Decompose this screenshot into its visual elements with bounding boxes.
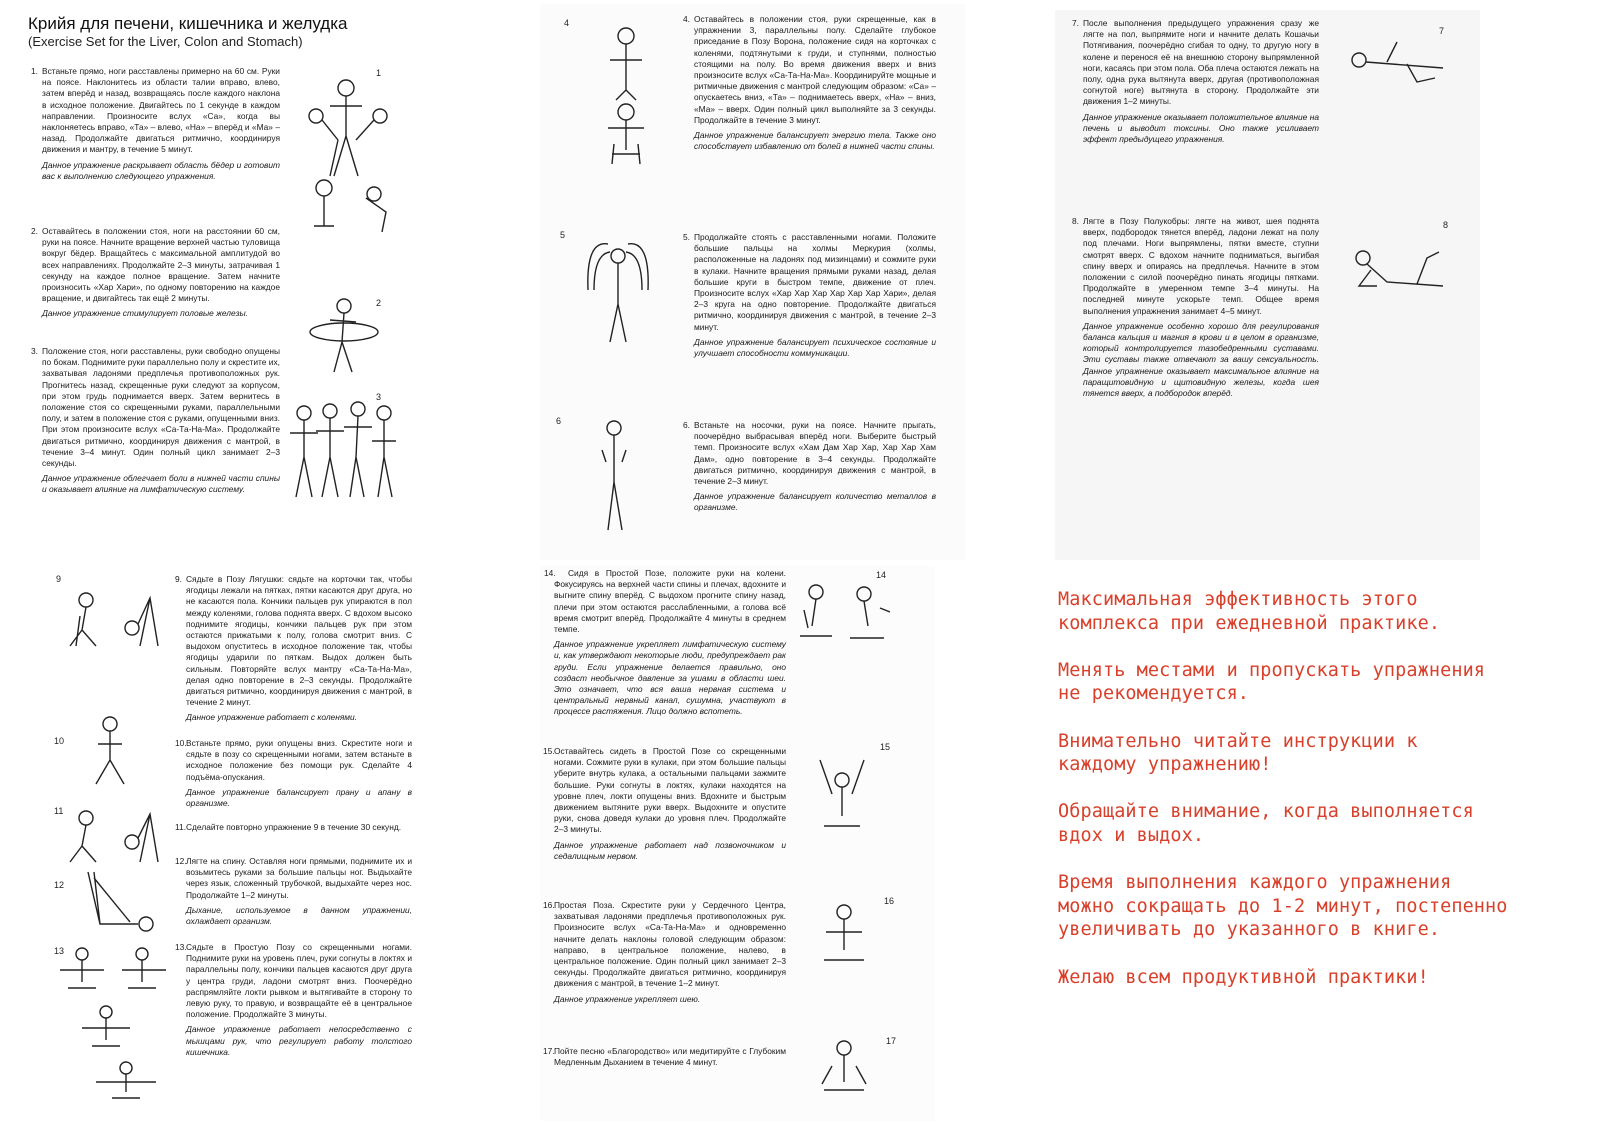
note-5: Время выполнения каждого упражнения можно сокращать до 1-2 минут, постепенно увеличивать до указанного в книге. <box>1058 872 1508 941</box>
exercise-text: Продолжайте стоять с расставленными ногами. Положите большие пальцы на холмы Меркурия (холмы, расположенные на ладонях под мизинцами) и сожмите руки в кулаки. Начните вращения прямыми руками назад, делая большие круги в быстром темпе, движение от плеч. Произносите вслух «Хар Хар Хар Хар Хар Хар Хари», делая 2–3 круга на одно повторение. Продолжайте двигаться ритмично, координируя движения с мантрой, в течение 2–3 минут. <box>694 232 936 332</box>
exercise-effect: Данное упражнение работает непосредственно с мышцами рук, что регулирует работу толстого кишечника. <box>186 1024 412 1057</box>
exercise-text: Встаньте прямо, ноги расставлены примерно на 60 см. Руки на поясе. Наклонитесь из области талии вправо, влево, затем вперёд и назад, возвращаясь после каждого наклона в исходное положение. Двигайтесь по 1 секунде в каждом направлении. Произносите вслух «Са», когда вы наклоняетесь вправо, «Та» – влево, «На» – вперёд и «Ма» – назад. Продолжайте двигаться ритмично, координируя движения и мантру, в течение 5 минут. <box>42 66 280 155</box>
exercise-effect: Данное упражнение укрепляет шею. <box>554 993 701 1004</box>
exercise-effect: Данное упражнение балансирует количество металлов в организме. <box>694 491 936 513</box>
figure-1-illustration <box>294 76 404 236</box>
page-title: Крийя для печени, кишечника и желудка <box>28 14 348 33</box>
figure-number: 16 <box>884 896 895 906</box>
exercise-12: 12. Лягте на спину. Оставляя ноги прямыми, поднимите их и возьмитесь руками за большие пальцы ног. Выдыхайте через язык, сложенный трубочкой, выдыхайте через нос. Продолжайте 1–2 минуты. Дыхание, используемое в данном упражнении, охлаждает организм. <box>175 856 412 927</box>
figure-number: 6 <box>556 416 562 426</box>
exercise-text: Простая Поза. Скрестите руки у Сердечного Центра, захватывая ладонями предплечья противоположных рук. Произносите вслух «Са-Та-На-Ма» и одновременно начните делать наклоны головой следующим образом: направо, в центральное положение, налево, в центральное положение. Один полный цикл занимает 2–3 секунды. Продолжайте двигаться ритмично, координируя движения с мантрой, в течение 1–2 минут. <box>554 900 786 989</box>
figure-9-illustration <box>62 586 162 656</box>
note-3: Внимательно читайте инструкции к каждому упражнению! <box>1058 730 1418 776</box>
exercise-8: 8. Лягте в Позу Полукобры: лягте на живот, шея поднята вверх, подбородок тянется вперёд, ладони лежат на полу под плечами. Ноги выпрямлены, пятки вместе, ступни смотрят вверх. С вдохом начните подниматься, выгибая спину вверх и опираясь на предплечья. Начните в этом положении с силой поочерёдно пинать ягодицы пятками. Продолжайте в умеренном темпе 3–4 минуты. На последней минуте ускорьте темп. Общее время выполнения упражнения занимает 4–5 минут. Данное упражнение особенно хорошо для регулирования баланса кальция и магния в крови и в целом в организме, который контролируется тазобедренными суставами. Эти суставы также отвечают за вашу сексуальность. Данное упражнение оказывает максимальное влияние на паращитовидную и щитовидную железы, когда шея тянется вверх, а подбородок вперёд. <box>1072 216 1319 399</box>
note-2: Менять местами и пропускать упражнения не рекомендуется. <box>1058 659 1486 705</box>
exercise-text: Оставайтесь в положении стоя, ноги на расстоянии 60 см, руки на поясе. Начните вращение верхней частью туловища вокруг бёдер. Вращайтесь с максимальной амплитудой во всех направлениях. Продолжайте 2–3 минуты, затрачивая 1 секунду на каждое полное вращение. Затем начните произносить «Хар Хари», по одному повторению на каждое вращение, и двигайтесь так ещё 2 минуты. <box>42 226 280 304</box>
page-1 <box>16 6 406 546</box>
exercise-text: Положение стоя, ноги расставлены, руки свободно опущены по бокам. Поднимите руки параллельно полу и скрестите их, захватывая ладонями предплечья противоположных рук. Прогнитесь назад, скрещенные руки следуют за корпусом, при этом грудь поднимается вверх. Затем вернитесь в положение стоя со скрещенными руками, параллельными полу, и затем в положение стоя с руками, опущенными вниз. При этом произносите вслух «Са-Та-На-Ма». Продолжайте двигаться ритмично, координируя движения с мантрой, в течение 3–4 минут. Один полный цикл занимает 2–3 секунды. <box>42 346 280 469</box>
figure-15-illustration <box>802 750 882 840</box>
page-2 <box>540 4 965 560</box>
figure-number: 15 <box>880 742 891 752</box>
exercise-effect: Дыхание, используемое в данном упражнении, охлаждает организм. <box>186 904 412 927</box>
exercise-text: Сядьте в Позу Лягушки: сядьте на корточки так, чтобы ягодицы лежали на пятках, пятки касаются друг друга, но не касаются пола. Кончики пальцев рук упираются в пол между коленями, голова поднята вверх. С вдохом высоко поднимите ягодицы, кончики пальцев рук при этом остаются прижатыми к полу, голова смотрит вниз. С выдохом опуститесь в исходное положение так, чтобы ягодицы ударили по пяткам. Выдох должен быть сильным. Повторяйте вслух мантру «Са-Та-На-Ма», делая одно повторение в 2–3 секунды. Продолжайте двигаться ритмично, координируя движения с мантрой, в течение 2 минут. <box>186 574 412 708</box>
note-6: Желаю всем продуктивной практики! <box>1058 966 1429 988</box>
figure-number: 11 <box>54 806 64 816</box>
figure-number: 8 <box>1443 220 1449 230</box>
exercise-17: 17. Пойте песню «Благородство» или медитируйте с Глубоким Медленным Дыханием в течение 4 минут. <box>543 1046 786 1068</box>
exercise-effect: Данное упражнение особенно хорошо для регулирования баланса кальция и магния в крови и в целом в организме, который контролируется тазобедренными суставами. Эти суставы также отвечают за вашу сексуальность. Данное упражнение оказывает максимальное влияние на паращитовидную и щитовидную железы, когда шея тянется вверх, а подбородок вперёд. <box>1083 320 1319 399</box>
figure-17-illustration <box>808 1036 878 1106</box>
note-4: Обращайте внимание, когда выполняется вдох и выдох. <box>1058 801 1474 846</box>
exercise-16: 16. Простая Поза. Скрестите руки у Сердечного Центра, захватывая ладонями предплечья противоположных рук. Произносите вслух «Са-Та-На-Ма» и одновременно начните делать наклоны головой следующим образом: направо, в центральное положение, налево, в центральное положение. Один полный цикл занимает 2–3 секунды. Продолжайте двигаться ритмично, координируя движения с мантрой, в течение 1–2 минут. Данное упражнение укрепляет шею. <box>543 900 786 1004</box>
figure-12-illustration <box>70 866 160 936</box>
figure-13-illustration <box>56 942 176 1102</box>
exercise-effect: Данное упражнение работает с коленями. <box>186 712 358 723</box>
exercise-text: Лягте в Позу Полукобры: лягте на живот, шея поднята вверх, подбородок тянется вперёд, ладони лежат на полу под плечами. Ноги выпрямлены, пятки вместе, ступни смотрят вверх. С вдохом начните подниматься, выгибая спину вверх и опираясь на предплечья. Начните в этом положении с силой поочерёдно пинать ягодицы пятками. Продолжайте в умеренном темпе 3–4 минуты. На последней минуте ускорьте темп. Общее время выполнения упражнения занимает 4–5 минут. <box>1083 216 1319 316</box>
exercise-text: Сделайте повторно упражнение 9 в течение 30 секунд. <box>186 822 402 832</box>
exercise-effect: Данное упражнение стимулирует половые железы. <box>42 308 248 319</box>
exercise-7: 7. После выполнения предыдущего упражнения сразу же лягте на пол, выпрямите ноги и начните делать Кошачьи Потягивания, поочерёдно сгибая то одну, то другую ногу в колене и перенося её на внешнюю сторону выпрямленной ноги, касаясь при этом пола. Оба плеча остаются лежать на полу, одна рука вытянута вверх, другая (противоположная согнутой ноге) вытянута в сторону. Продолжайте эти движения 1–2 минуты. Данное упражнение оказывает положительное влияние на печень и выводит токсины. Оно также усиливает эффект предыдущего упражнения. <box>1072 18 1319 145</box>
exercise-9: 9. Сядьте в Позу Лягушки: сядьте на корточки так, чтобы ягодицы лежали на пятках, пятки касаются друг друга, но не касаются пола. Кончики пальцев рук упираются в пол между коленями, голова поднята вверх. С вдохом высоко поднимите ягодицы, кончики пальцев рук при этом остаются прижатыми к полу, голова смотрит вниз. С выдохом опуститесь в исходное положение так, чтобы ягодицы ударили по пяткам. Выдох должен быть сильным. Повторяйте вслух мантру «Са-Та-На-Ма», делая одно повторение в 2–3 секунды. Продолжайте двигаться ритмично, координируя движения с мантрой, в течение 2 минут. Данное упражнение работает с коленями. <box>175 574 412 723</box>
exercise-3: 3. Положение стоя, ноги расставлены, руки свободно опущены по бокам. Поднимите руки параллельно полу и скрестите их, захватывая ладонями предплечья противоположных рук. Прогнитесь назад, скрещенные руки следуют за корпусом, при этом грудь поднимается вверх. Затем вернитесь в положение стоя со скрещенными руками, параллельными полу, и затем в положение стоя с руками, опущенными вниз. При этом произносите вслух «Са-Та-На-Ма». Продолжайте двигаться ритмично, координируя движения с мантрой, в течение 3–4 минут. Один полный цикл занимает 2–3 секунды. Данное упражнение облегчает боли в нижней части спины и оказывает влияние на лимфатическую систему. <box>31 346 280 495</box>
figure-number: 3 <box>376 392 382 402</box>
note-1: Максимальная эффективность этого комплекса при ежедневной практике. <box>1058 589 1441 634</box>
figure-14-illustration <box>792 578 892 658</box>
page-3 <box>1055 10 1480 560</box>
exercise-effect: Данное упражнение облегчает боли в нижней части спины и оказывает влияние на лимфатическую систему. <box>42 473 280 495</box>
practice-notes <box>1058 588 1578 1013</box>
figure-number: 5 <box>560 230 566 240</box>
figure-number: 4 <box>564 18 570 28</box>
figure-number: 10 <box>54 736 65 746</box>
figure-number: 2 <box>376 298 382 308</box>
page-5 <box>540 566 935 1121</box>
figure-number: 7 <box>1439 26 1445 36</box>
exercise-effect: Данное упражнение балансирует энергию тела. Также оно способствует избавлению от болей в нижней части спины. <box>694 130 936 152</box>
exercise-13: 13. Сядьте в Простую Позу со скрещенными ногами. Поднимите руки на уровень плеч, руки согнуты в локтях и параллельны полу, кончики пальцев касаются друг друга у центра груди, ладони смотрят вниз. Поочерёдно распрямляйте локти рывком и вытягивайте в сторону то левую руку, то правую, и возвращайте её в центральное положение. Продолжайте 3 минуты. Данное упражнение работает непосредственно с мышцами рук, что регулирует работу толстого кишечника. <box>175 942 412 1057</box>
figure-number: 1 <box>376 68 382 78</box>
exercise-effect: Данное упражнение балансирует психическое состояние и улучшает способности коммуникации. <box>694 336 936 359</box>
exercise-4: 4. Оставайтесь в положении стоя, руки скрещенные, как в упражнении 3, параллельны полу. Сделайте глубокое приседание в Позу Ворона, положение сидя на корточках с коленями, подтянутыми к груди, и ступнями, полностью стоящими на полу. Во время движения вверх и вниз произносите вслух «Са-Та-На-Ма». Координируйте мощные и ритмичные движения с мантрой следующим образом: «Са» – опускаетесь вниз, «Та» – поднимаетесь вверх, «На» – вниз, «Ма» – вверх. Один полный цикл выполняйте за 3 секунды. Продолжайте в течение 3 минут. Данное упражнение балансирует энергию тела. Также оно способствует избавлению от болей в нижней части спины. <box>683 14 936 152</box>
exercise-10: 10. Встаньте прямо, руки опущены вниз. Скрестите ноги и сядьте в позу со скрещенными ногами, затем встаньте в исходное положение без помощи рук. Сделайте 4 подъёма-опускания. Данное упражнение балансирует прану и апану в организме. <box>175 738 412 809</box>
figure-2-illustration <box>304 296 384 376</box>
figure-8-illustration <box>1347 242 1447 302</box>
exercise-effect: Данное упражнение укрепляет лимфатическую систему и, как утверждают некоторые люди, предупреждает рак груди. Если упражнение делается правильно, оно создаст необычное давление за ушами в области шеи. Это означает, что вся ваша нервная система и центральный нервный канал, сушумна, участвуют в процессе растяжения. Лицо должно вспотеть. <box>554 639 786 717</box>
exercise-text: Встаньте на носочки, руки на поясе. Начните прыгать, поочерёдно выбрасывая вперёд ноги. Выберите быстрый темп. Произносите вслух «Хам Дам Хар Хар, Хар Хар Хам Дам», одно повторение в 3–4 секунды. Продолжайте двигаться ритмично, координируя движения с мантрой, в течение 2–3 минут. <box>694 420 936 487</box>
exercise-14: 14. Сидя в Простой Позе, положите руки на колени. Фокусируясь на верхней части спины и плечах, вдохните и выгните спину вперёд. С выдохом прогните спину назад, плечи при этом остаются расслабленными, а голова всё время смотрит вперёд. Продолжайте 4 минуты в среднем темпе. Данное упражнение укрепляет лимфатическую систему и, как утверждают некоторые люди, предупреждает рак груди. Если упражнение делается правильно, оно создаст необычное давление за ушами в области шеи. Это означает, что вся ваша нервная система и центральный нервный канал, сушумна, участвуют в процессе растяжения. Лицо должно вспотеть. <box>544 568 786 717</box>
exercise-11: 11. Сделайте повторно упражнение 9 в течение 30 секунд. <box>175 822 402 832</box>
exercise-15: 15. Оставайтесь сидеть в Простой Позе со скрещенными ногами. Сожмите руки в кулаки, при этом большие пальцы уберите внутрь кулака, а остальными пальцами зажмите большие. Руки согнуты в локтях, кулаки находятся на уровне плеч, локти опущены вниз. Вдохните и быстрым движением вытяните руки вверх. Выдохните и опустите руки, снова доведя кулаки до уровня плеч. Продолжайте 2–3 минуты. Данное упражнение работает над позвоночником и седалищным нервом. <box>543 746 786 861</box>
figure-16-illustration <box>804 900 884 980</box>
exercise-text: После выполнения предыдущего упражнения сразу же лягте на пол, выпрямите ноги и начните делать Кошачьи Потягивания, поочерёдно сгибая то одну, то другую ногу в колене и перенося её на внешнюю сторону выпрямленной ноги, касаясь при этом пола. Оба плеча остаются лежать на полу, одна рука вытянута вверх, другая (противоположная согнутой ноге) вытянута в сторону. Продолжайте эти движения 1–2 минуты. <box>1083 18 1319 107</box>
exercise-text: Пойте песню «Благородство» или медитируйте с Глубоким Медленным Дыханием в течение 4 минут. <box>554 1046 786 1068</box>
figure-11-illustration <box>62 806 162 866</box>
figure-4-illustration <box>588 24 668 174</box>
exercise-text: Лягте на спину. Оставляя ноги прямыми, поднимите их и возьмитесь руками за большие пальцы ног. Выдыхайте через язык, сложенный трубочкой, выдыхайте через нос. Продолжайте 1–2 минуты. <box>186 856 412 900</box>
exercise-text: Встаньте прямо, руки опущены вниз. Скрестите ноги и сядьте в позу со скрещенными ногами, затем встаньте в исходное положение без помощи рук. Сделайте 4 подъёма-опускания. <box>186 738 412 782</box>
page-subtitle: (Exercise Set for the Liver, Colon and Stomach) <box>28 34 303 49</box>
exercise-text: Оставайтесь в положении стоя, руки скрещенные, как в упражнении 3, параллельны полу. Сделайте глубокое приседание в Позу Ворона, положение сидя на корточках с коленями, подтянутыми к груди, и ступнями, полностью стоящими на полу. Во время движения вверх и вниз произносите вслух «Са-Та-На-Ма». Координируйте мощные и ритмичные движения с мантрой следующим образом: «Са» – опускаетесь вниз, «Та» – поднимаетесь вверх, «На» – вниз, «Ма» – вверх. Один полный цикл выполняйте за 3 секунды. Продолжайте в течение 3 минут. <box>694 14 936 125</box>
figure-7-illustration <box>1347 38 1457 88</box>
figure-6-illustration <box>584 418 644 538</box>
figure-number: 12 <box>54 880 65 890</box>
figure-number: 17 <box>886 1036 897 1046</box>
figure-number: 9 <box>56 574 62 584</box>
figure-5-illustration <box>578 230 658 350</box>
figure-10-illustration <box>80 714 140 794</box>
exercise-effect: Данное упражнение раскрывает область бёдер и готовит вас к выполнению следующего упражнения. <box>42 159 280 181</box>
figure-3-illustration <box>286 401 401 501</box>
exercise-text: Сидя в Простой Позе, положите руки на колени. Фокусируясь на верхней части спины и плечах, вдохните и выгните спину вперёд. С выдохом прогните спину назад, плечи при этом остаются расслабленными, а голова всё время смотрит вперёд. Продолжайте 4 минуты в среднем темпе. <box>554 568 786 635</box>
exercise-5: 5. Продолжайте стоять с расставленными ногами. Положите большие пальцы на холмы Меркурия (холмы, расположенные на ладонях под мизинцами) и сожмите руки в кулаки. Начните вращения прямыми руками назад, делая большие круги в быстром темпе, движение от плеч. Произносите вслух «Хар Хар Хар Хар Хар Хар Хари», делая 2–3 круга на одно повторение. Продолжайте двигаться ритмично, координируя движения с мантрой, в течение 2–3 минут. Данное упражнение балансирует психическое состояние и улучшает способности коммуникации. <box>683 232 936 359</box>
figure-number: 13 <box>54 946 65 956</box>
page-4 <box>20 566 440 1126</box>
exercise-effect: Данное упражнение оказывает положительное влияние на печень и выводит токсины. Оно также усиливает эффект предыдущего упражнения. <box>1083 111 1319 145</box>
figure-number: 14 <box>876 570 887 580</box>
exercise-effect: Данное упражнение балансирует прану и апану в организме. <box>186 786 412 809</box>
exercise-6: 6. Встаньте на носочки, руки на поясе. Начните прыгать, поочерёдно выбрасывая вперёд ноги. Выберите быстрый темп. Произносите вслух «Хам Дам Хар Хар, Хар Хар Хам Дам», одно повторение в 3–4 секунды. Продолжайте двигаться ритмично, координируя движения с мантрой, в течение 2–3 минут. Данное упражнение балансирует количество металлов в организме. <box>683 420 936 513</box>
exercise-text: Сядьте в Простую Позу со скрещенными ногами. Поднимите руки на уровень плеч, руки согнуты в локтях и параллельны полу, кончики пальцев касаются друг друга у центра груди, ладони смотрят вниз. Поочерёдно распрямляйте локти рывком и вытягивайте в сторону то левую руку, то правую, и возвращайте её в центральное положение. Продолжайте 3 минуты. <box>186 942 412 1020</box>
exercise-1: 1. Встаньте прямо, ноги расставлены примерно на 60 см. Руки на поясе. Наклонитесь из области талии вправо, влево, затем вперёд и назад, возвращаясь после каждого наклона в исходное положение. Двигайтесь по 1 секунде в каждом направлении. Произносите вслух «Са», когда вы наклоняетесь вправо, «Та» – влево, «На» – вперёд и «Ма» – назад. Продолжайте двигаться ритмично, координируя движения и мантру, в течение 5 минут. Данное упражнение раскрывает область бёдер и готовит вас к выполнению следующего упражнения. <box>31 66 280 181</box>
exercise-effect: Данное упражнение работает над позвоночником и седалищным нервом. <box>554 839 786 861</box>
exercise-text: Оставайтесь сидеть в Простой Позе со скрещенными ногами. Сожмите руки в кулаки, при этом большие пальцы уберите внутрь кулака, а остальными пальцами зажмите большие. Руки согнуты в локтях, кулаки находятся на уровне плеч, локти опущены вниз. Вдохните и быстрым движением вытяните руки вверх. Выдохните и опустите руки, снова доведя кулаки до уровня плеч. Продолжайте 2–3 минуты. <box>554 746 786 835</box>
exercise-2: 2. Оставайтесь в положении стоя, ноги на расстоянии 60 см, руки на поясе. Начните вращение верхней частью туловища вокруг бёдер. Вращайтесь с максимальной амплитудой во всех направлениях. Продолжайте 2–3 минуты, затрачивая 1 секунду на каждое полное вращение. Затем начните произносить «Хар Хари», по одному повторению на каждое вращение, и двигайтесь так ещё 2 минуты. Данное упражнение стимулирует половые железы. <box>31 226 280 319</box>
